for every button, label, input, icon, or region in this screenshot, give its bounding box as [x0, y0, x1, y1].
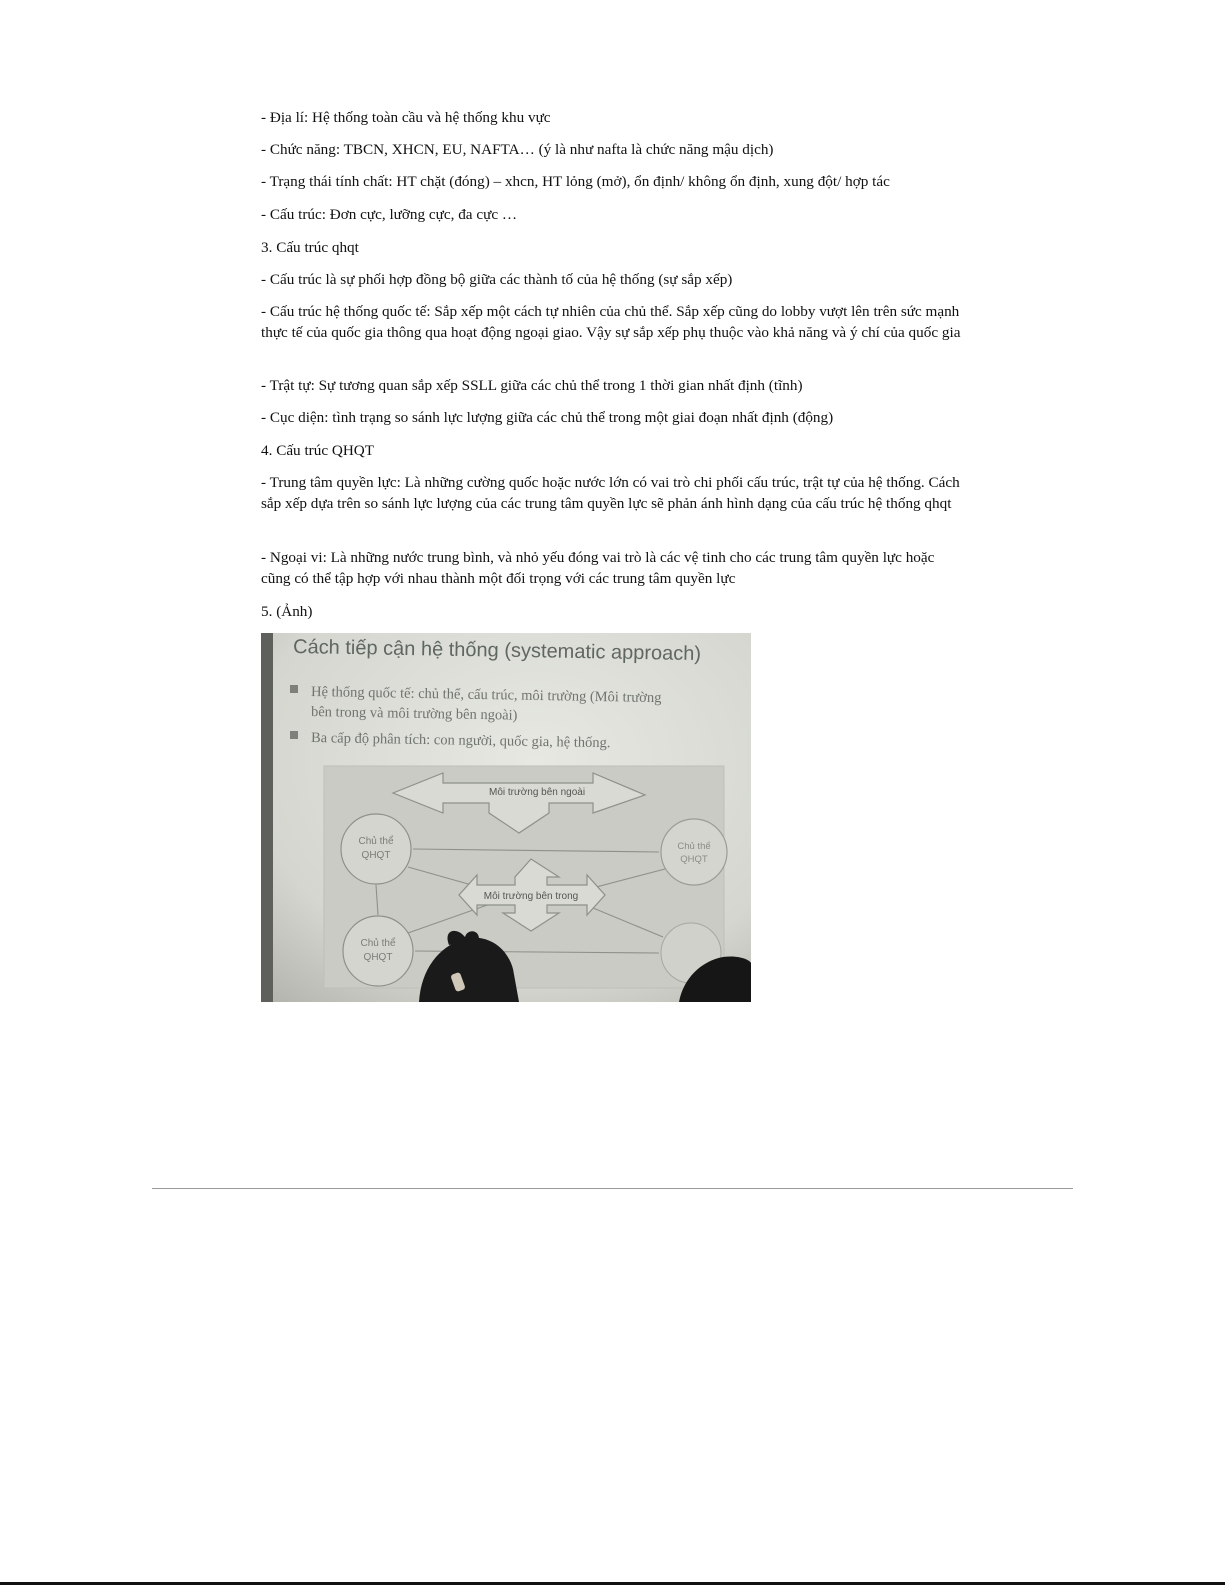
diagram	[324, 766, 727, 988]
node-label: Chủ thể	[358, 836, 394, 847]
slide-title: Cách tiếp cận hệ thống (systematic approach)	[292, 636, 702, 666]
paragraph: - Địa lí: Hệ thống toàn cầu và hệ thống khu vực	[261, 109, 551, 126]
paragraph: - Cấu trúc hệ thống quốc tế: Sắp xếp một cách tự nhiên của chủ thể. Sắp xếp cũng do lobby vượt lên trên sức mạnh thực tế của quốc gia thông qua hoạt động ngoại giao. Vậy sự sắp xếp phụ thuộc vào khả năng và ý chí của quốc gia	[261, 303, 961, 341]
paragraph: - Trạng thái tính chất: HT chặt (đóng) – xhcn, HT lỏng (mở), ổn định/ không ổn định, xung đột/ hợp tác	[261, 173, 890, 190]
paragraph: - Chức năng: TBCN, XHCN, EU, NAFTA… (ý là như nafta là chức năng mậu dịch)	[261, 141, 774, 158]
paragraph: - Trung tâm quyền lực: Là những cường quốc hoặc nước lớn có vai trò chi phối cấu trúc, trật tự của hệ thống. Cách sắp xếp dựa trên so sánh lực lượng của các trung tâm quyền lực sẽ phản ánh hình dạng của cấu trúc hệ thống qhqt	[261, 474, 960, 512]
section-heading: 4. Cấu trúc QHQT	[261, 442, 375, 459]
paragraph: - Cục diện: tình trạng so sánh lực lượng giữa các chủ thể trong một giai đoạn nhất định (động)	[261, 409, 834, 426]
bullet-line: Hệ thống quốc tế: chủ thể, cấu trúc, môi trường (Môi trường	[310, 684, 662, 707]
slide-photo-svg	[261, 633, 751, 1002]
bullet-line: Ba cấp độ phân tích: con người, quốc gia, hệ thống.	[310, 730, 611, 752]
node-label: Chủ thể	[360, 938, 396, 949]
slide-photo	[261, 633, 751, 1002]
section-heading: 3. Cấu trúc qhqt	[261, 239, 359, 256]
node-label: Chủ thể	[677, 841, 711, 852]
node-label: QHQT	[361, 850, 391, 861]
node-label: QHQT	[680, 854, 708, 865]
paragraph: - Cấu trúc: Đơn cực, lưỡng cực, đa cực …	[261, 206, 518, 223]
node-circle	[341, 814, 411, 884]
inner-environment-label: Môi trường bên trong	[483, 891, 579, 902]
node-label: QHQT	[363, 952, 393, 963]
outer-environment-label: Môi trường bên ngoài	[489, 787, 586, 798]
page-divider	[152, 1188, 1073, 1189]
paragraph: - Ngoại vi: Là những nước trung bình, và nhỏ yếu đóng vai trò là các vệ tinh cho các trung tâm quyền lực hoặc cũng có thể tập hợp với nhau thành một đối trọng với các trung tâm quyền lực	[261, 549, 935, 587]
bullet-marker	[290, 685, 298, 693]
bullet-line: bên trong và môi trường bên ngoài)	[310, 704, 518, 724]
bullet-marker	[290, 731, 298, 739]
node-circle	[661, 819, 727, 885]
node-circle	[343, 916, 413, 986]
section-heading: 5. (Ảnh)	[261, 603, 313, 620]
paragraph: - Trật tự: Sự tương quan sắp xếp SSLL giữa các chủ thể trong 1 thời gian nhất định (tĩnh)	[261, 377, 803, 394]
paragraph: - Cấu trúc là sự phối hợp đồng bộ giữa các thành tố của hệ thống (sự sắp xếp)	[261, 271, 733, 288]
